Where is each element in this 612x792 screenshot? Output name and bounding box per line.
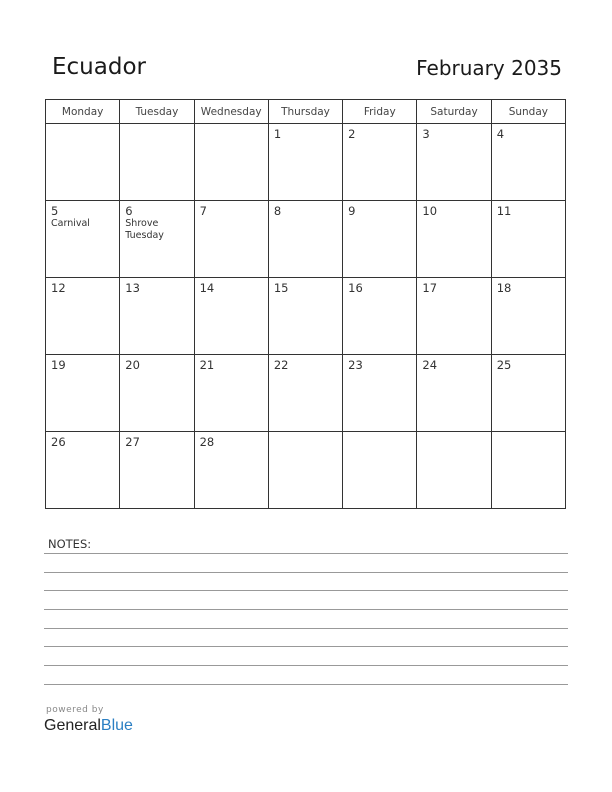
weekday-monday: Monday bbox=[46, 100, 120, 124]
generalblue-logo[interactable] bbox=[44, 717, 133, 735]
note-line bbox=[44, 553, 568, 554]
week-row bbox=[46, 355, 566, 432]
weekday-saturday: Saturday bbox=[417, 100, 491, 124]
note-line bbox=[44, 646, 568, 647]
day-number: 18 bbox=[496, 281, 512, 295]
day-cell[interactable] bbox=[46, 278, 120, 355]
day-number: 11 bbox=[496, 204, 512, 218]
day-cell[interactable] bbox=[46, 355, 120, 432]
day-cell[interactable] bbox=[343, 201, 417, 278]
day-cell[interactable] bbox=[46, 124, 120, 201]
day-number: 20 bbox=[125, 358, 140, 372]
day-number: 6 bbox=[125, 204, 133, 218]
day-cell[interactable] bbox=[120, 201, 194, 278]
day-cell[interactable] bbox=[120, 278, 194, 355]
notes-label: NOTES: bbox=[48, 537, 92, 551]
day-number: 16 bbox=[348, 281, 363, 295]
day-cell[interactable] bbox=[268, 278, 342, 355]
day-number: 10 bbox=[422, 204, 438, 218]
day-cell[interactable] bbox=[268, 124, 342, 201]
day-number: 13 bbox=[125, 281, 140, 295]
month-title: February 2035 bbox=[416, 56, 562, 80]
day-cell[interactable] bbox=[417, 124, 491, 201]
day-number: 28 bbox=[199, 435, 215, 449]
day-number: 1 bbox=[273, 127, 282, 141]
weekday-sunday: Sunday bbox=[491, 100, 565, 124]
weekday-header-row bbox=[46, 100, 566, 124]
day-cell[interactable] bbox=[491, 432, 565, 509]
weekday-wednesday: Wednesday bbox=[194, 100, 268, 124]
calendar-grid bbox=[45, 99, 566, 509]
day-number: 26 bbox=[51, 435, 66, 449]
day-cell[interactable] bbox=[120, 432, 194, 509]
note-line bbox=[44, 665, 568, 666]
day-cell[interactable] bbox=[194, 432, 268, 509]
day-cell[interactable] bbox=[194, 124, 268, 201]
logo-general: General bbox=[44, 717, 101, 734]
note-line bbox=[44, 684, 568, 685]
day-cell[interactable] bbox=[417, 355, 491, 432]
day-number: 17 bbox=[422, 281, 438, 295]
day-cell[interactable] bbox=[491, 355, 565, 432]
weekday-thursday: Thursday bbox=[268, 100, 342, 124]
calendar-body bbox=[46, 124, 566, 509]
note-line bbox=[44, 628, 568, 629]
day-number: 22 bbox=[273, 358, 289, 372]
day-number: 25 bbox=[496, 358, 512, 372]
day-cell[interactable] bbox=[343, 355, 417, 432]
week-row bbox=[46, 278, 566, 355]
day-cell[interactable] bbox=[46, 432, 120, 509]
day-cell[interactable] bbox=[268, 355, 342, 432]
country-title: Ecuador bbox=[52, 54, 146, 80]
day-cell[interactable] bbox=[194, 355, 268, 432]
day-number: 2 bbox=[348, 127, 356, 141]
day-cell[interactable] bbox=[343, 124, 417, 201]
day-cell[interactable] bbox=[120, 355, 194, 432]
day-number: 14 bbox=[199, 281, 215, 295]
day-number: 23 bbox=[348, 358, 363, 372]
day-cell[interactable] bbox=[417, 201, 491, 278]
day-number: 4 bbox=[496, 127, 505, 141]
day-number: 9 bbox=[348, 204, 356, 218]
day-number: 24 bbox=[422, 358, 438, 372]
day-cell[interactable] bbox=[343, 278, 417, 355]
day-number: 21 bbox=[199, 358, 215, 372]
weekday-tuesday: Tuesday bbox=[120, 100, 194, 124]
day-number: 8 bbox=[273, 204, 282, 218]
day-cell[interactable] bbox=[268, 201, 342, 278]
week-row bbox=[46, 201, 566, 278]
day-number: 15 bbox=[273, 281, 289, 295]
day-cell[interactable] bbox=[46, 201, 120, 278]
holiday-label: Shrove Tuesday bbox=[125, 218, 164, 241]
day-cell[interactable] bbox=[194, 278, 268, 355]
day-number: 7 bbox=[199, 204, 207, 218]
weekday-friday: Friday bbox=[343, 100, 417, 124]
powered-by-text: powered by bbox=[46, 705, 104, 715]
day-cell[interactable] bbox=[491, 278, 565, 355]
day-cell[interactable] bbox=[491, 124, 565, 201]
week-row bbox=[46, 432, 566, 509]
day-number: 5 bbox=[51, 204, 59, 218]
day-number: 12 bbox=[51, 281, 66, 295]
holiday-label: Carnival bbox=[51, 218, 90, 229]
logo-blue: Blue bbox=[100, 717, 133, 734]
day-cell[interactable] bbox=[343, 432, 417, 509]
day-cell[interactable] bbox=[417, 278, 491, 355]
note-line bbox=[44, 590, 568, 591]
day-cell[interactable] bbox=[491, 201, 565, 278]
day-cell[interactable] bbox=[268, 432, 342, 509]
day-number: 19 bbox=[51, 358, 66, 372]
day-cell[interactable] bbox=[194, 201, 268, 278]
day-number: 27 bbox=[125, 435, 140, 449]
note-line bbox=[44, 609, 568, 610]
day-cell[interactable] bbox=[417, 432, 491, 509]
day-number: 3 bbox=[422, 127, 430, 141]
note-line bbox=[44, 572, 568, 573]
week-row bbox=[46, 124, 566, 201]
day-cell[interactable] bbox=[120, 124, 194, 201]
